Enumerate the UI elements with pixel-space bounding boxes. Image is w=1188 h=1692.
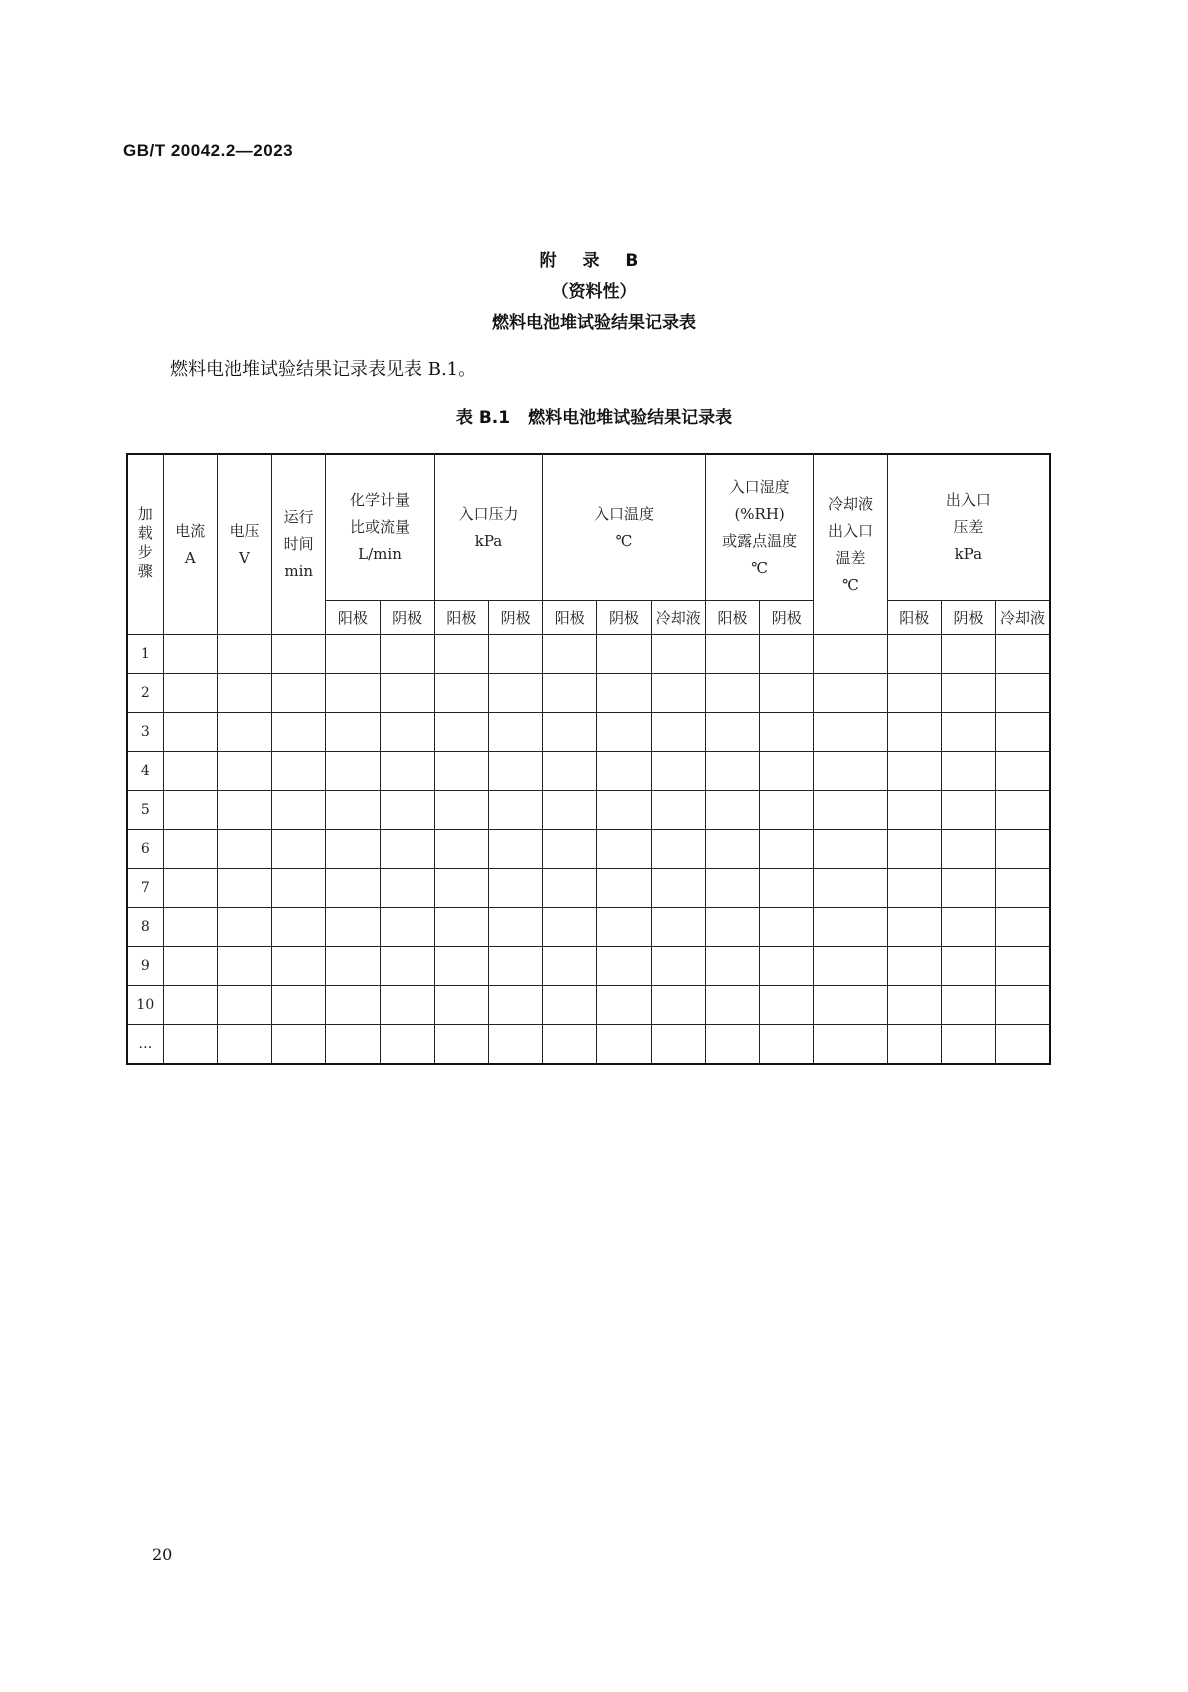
empty-data-cell bbox=[705, 986, 759, 1025]
empty-data-cell bbox=[163, 752, 217, 791]
empty-data-cell bbox=[651, 869, 705, 908]
empty-data-cell bbox=[651, 908, 705, 947]
header-step: 加载步骤 bbox=[127, 454, 163, 635]
subheader-humidity-cathode: 阴极 bbox=[760, 601, 814, 635]
empty-data-cell bbox=[217, 635, 271, 674]
standard-number: GB/T 20042.2—2023 bbox=[123, 141, 294, 160]
empty-data-cell bbox=[887, 674, 941, 713]
empty-data-cell bbox=[272, 1025, 326, 1065]
empty-data-cell bbox=[996, 947, 1050, 986]
empty-data-cell bbox=[760, 713, 814, 752]
table-body bbox=[127, 635, 1050, 1065]
empty-data-cell bbox=[163, 635, 217, 674]
empty-data-cell bbox=[597, 791, 651, 830]
empty-data-cell bbox=[543, 830, 597, 869]
appendix-label: 附 录 B bbox=[539, 251, 649, 271]
empty-data-cell bbox=[217, 713, 271, 752]
empty-data-cell bbox=[326, 752, 380, 791]
empty-data-cell bbox=[597, 908, 651, 947]
empty-data-cell bbox=[434, 635, 488, 674]
subheader-pressure-cathode: 阴极 bbox=[488, 601, 542, 635]
empty-data-cell bbox=[887, 713, 941, 752]
step-number-cell: 2 bbox=[127, 674, 163, 713]
subheader-temp-anode: 阳极 bbox=[543, 601, 597, 635]
empty-data-cell bbox=[941, 791, 995, 830]
header-inlet-humidity: 入口湿度 (%RH) 或露点温度 ℃ bbox=[705, 454, 813, 601]
empty-data-cell bbox=[651, 713, 705, 752]
empty-data-cell bbox=[488, 986, 542, 1025]
table-row bbox=[127, 791, 1050, 830]
empty-data-cell bbox=[434, 791, 488, 830]
empty-data-cell bbox=[272, 674, 326, 713]
table-row bbox=[127, 635, 1050, 674]
header-voltage: 电压 V bbox=[217, 454, 271, 635]
empty-data-cell bbox=[326, 869, 380, 908]
empty-data-cell bbox=[326, 986, 380, 1025]
intro-paragraph: 燃料电池堆试验结果记录表见表 B.1。 bbox=[170, 359, 477, 380]
empty-data-cell bbox=[380, 908, 434, 947]
empty-data-cell bbox=[760, 869, 814, 908]
table-row bbox=[127, 869, 1050, 908]
empty-data-cell bbox=[434, 869, 488, 908]
subheader-pdiff-cathode: 阴极 bbox=[941, 601, 995, 635]
header-run-time: 运行 时间 min bbox=[272, 454, 326, 635]
empty-data-cell bbox=[217, 908, 271, 947]
empty-data-cell bbox=[434, 1025, 488, 1065]
empty-data-cell bbox=[488, 1025, 542, 1065]
empty-data-cell bbox=[887, 908, 941, 947]
empty-data-cell bbox=[163, 791, 217, 830]
empty-data-cell bbox=[651, 791, 705, 830]
step-number-cell: 9 bbox=[127, 947, 163, 986]
empty-data-cell bbox=[760, 752, 814, 791]
empty-data-cell bbox=[543, 752, 597, 791]
empty-data-cell bbox=[163, 869, 217, 908]
empty-data-cell bbox=[543, 947, 597, 986]
empty-data-cell bbox=[941, 947, 995, 986]
empty-data-cell bbox=[217, 791, 271, 830]
empty-data-cell bbox=[760, 908, 814, 947]
empty-data-cell bbox=[887, 986, 941, 1025]
empty-data-cell bbox=[163, 947, 217, 986]
empty-data-cell bbox=[488, 830, 542, 869]
table-row bbox=[127, 674, 1050, 713]
empty-data-cell bbox=[217, 869, 271, 908]
empty-data-cell bbox=[217, 752, 271, 791]
empty-data-cell bbox=[814, 791, 887, 830]
results-record-table bbox=[126, 453, 1051, 1065]
empty-data-cell bbox=[543, 869, 597, 908]
empty-data-cell bbox=[705, 713, 759, 752]
empty-data-cell bbox=[543, 674, 597, 713]
empty-data-cell bbox=[163, 713, 217, 752]
subheader-humidity-anode: 阳极 bbox=[705, 601, 759, 635]
empty-data-cell bbox=[996, 635, 1050, 674]
table-title: 燃料电池堆试验结果记录表 bbox=[528, 408, 733, 428]
empty-data-cell bbox=[760, 635, 814, 674]
empty-data-cell bbox=[488, 947, 542, 986]
empty-data-cell bbox=[996, 752, 1050, 791]
empty-data-cell bbox=[163, 830, 217, 869]
header-pressure-diff: 出入口 压差 kPa bbox=[887, 454, 1050, 601]
table-number: 表 B.1 bbox=[455, 408, 511, 428]
empty-data-cell bbox=[326, 1025, 380, 1065]
empty-data-cell bbox=[326, 791, 380, 830]
empty-data-cell bbox=[814, 947, 887, 986]
table-row bbox=[127, 947, 1050, 986]
empty-data-cell bbox=[996, 713, 1050, 752]
empty-data-cell bbox=[380, 713, 434, 752]
empty-data-cell bbox=[217, 830, 271, 869]
step-number-cell: 6 bbox=[127, 830, 163, 869]
empty-data-cell bbox=[887, 752, 941, 791]
subheader-pdiff-anode: 阳极 bbox=[887, 601, 941, 635]
empty-data-cell bbox=[272, 908, 326, 947]
empty-data-cell bbox=[543, 713, 597, 752]
empty-data-cell bbox=[434, 830, 488, 869]
empty-data-cell bbox=[887, 635, 941, 674]
empty-data-cell bbox=[597, 869, 651, 908]
empty-data-cell bbox=[996, 908, 1050, 947]
empty-data-cell bbox=[217, 674, 271, 713]
empty-data-cell bbox=[543, 1025, 597, 1065]
empty-data-cell bbox=[488, 869, 542, 908]
empty-data-cell bbox=[651, 947, 705, 986]
empty-data-cell bbox=[814, 908, 887, 947]
empty-data-cell bbox=[996, 791, 1050, 830]
empty-data-cell bbox=[380, 947, 434, 986]
empty-data-cell bbox=[597, 986, 651, 1025]
empty-data-cell bbox=[651, 752, 705, 791]
table-row bbox=[127, 752, 1050, 791]
subheader-temp-cathode: 阴极 bbox=[597, 601, 651, 635]
empty-data-cell bbox=[651, 830, 705, 869]
header-coolant-temp-diff: 冷却液 出入口 温差 ℃ bbox=[814, 454, 887, 635]
empty-data-cell bbox=[326, 635, 380, 674]
empty-data-cell bbox=[814, 674, 887, 713]
header-inlet-temperature: 入口温度 ℃ bbox=[543, 454, 706, 601]
subheader-pdiff-coolant: 冷却液 bbox=[996, 601, 1050, 635]
empty-data-cell bbox=[996, 830, 1050, 869]
empty-data-cell bbox=[814, 635, 887, 674]
empty-data-cell bbox=[488, 752, 542, 791]
empty-data-cell bbox=[996, 986, 1050, 1025]
empty-data-cell bbox=[941, 830, 995, 869]
empty-data-cell bbox=[488, 908, 542, 947]
empty-data-cell bbox=[887, 1025, 941, 1065]
empty-data-cell bbox=[543, 986, 597, 1025]
empty-data-cell bbox=[326, 713, 380, 752]
step-number-cell: … bbox=[127, 1025, 163, 1065]
empty-data-cell bbox=[380, 869, 434, 908]
empty-data-cell bbox=[941, 713, 995, 752]
empty-data-cell bbox=[705, 869, 759, 908]
empty-data-cell bbox=[163, 1025, 217, 1065]
subheader-pressure-anode: 阳极 bbox=[434, 601, 488, 635]
empty-data-cell bbox=[326, 830, 380, 869]
empty-data-cell bbox=[272, 869, 326, 908]
empty-data-cell bbox=[217, 1025, 271, 1065]
empty-data-cell bbox=[272, 752, 326, 791]
empty-data-cell bbox=[814, 869, 887, 908]
appendix-title: 燃料电池堆试验结果记录表 bbox=[492, 313, 696, 333]
empty-data-cell bbox=[941, 986, 995, 1025]
table-row bbox=[127, 908, 1050, 947]
step-number-cell: 8 bbox=[127, 908, 163, 947]
empty-data-cell bbox=[597, 674, 651, 713]
empty-data-cell bbox=[488, 635, 542, 674]
empty-data-cell bbox=[597, 1025, 651, 1065]
empty-data-cell bbox=[597, 752, 651, 791]
empty-data-cell bbox=[434, 752, 488, 791]
empty-data-cell bbox=[887, 791, 941, 830]
subheader-flow-anode: 阳极 bbox=[326, 601, 380, 635]
empty-data-cell bbox=[272, 635, 326, 674]
empty-data-cell bbox=[887, 869, 941, 908]
empty-data-cell bbox=[705, 947, 759, 986]
empty-data-cell bbox=[760, 1025, 814, 1065]
empty-data-cell bbox=[814, 986, 887, 1025]
empty-data-cell bbox=[651, 674, 705, 713]
empty-data-cell bbox=[996, 1025, 1050, 1065]
header-current: 电流 A bbox=[163, 454, 217, 635]
empty-data-cell bbox=[597, 947, 651, 986]
empty-data-cell bbox=[380, 674, 434, 713]
table-caption bbox=[0, 403, 1188, 428]
empty-data-cell bbox=[488, 791, 542, 830]
empty-data-cell bbox=[705, 908, 759, 947]
empty-data-cell bbox=[434, 674, 488, 713]
table-row bbox=[127, 830, 1050, 869]
empty-data-cell bbox=[760, 986, 814, 1025]
empty-data-cell bbox=[163, 908, 217, 947]
empty-data-cell bbox=[434, 713, 488, 752]
empty-data-cell bbox=[380, 791, 434, 830]
empty-data-cell bbox=[488, 713, 542, 752]
empty-data-cell bbox=[941, 635, 995, 674]
empty-data-cell bbox=[705, 1025, 759, 1065]
empty-data-cell bbox=[705, 635, 759, 674]
empty-data-cell bbox=[597, 830, 651, 869]
empty-data-cell bbox=[543, 908, 597, 947]
empty-data-cell bbox=[434, 947, 488, 986]
empty-data-cell bbox=[705, 830, 759, 869]
empty-data-cell bbox=[941, 674, 995, 713]
empty-data-cell bbox=[887, 830, 941, 869]
page-number: 20 bbox=[152, 1545, 173, 1564]
empty-data-cell bbox=[814, 713, 887, 752]
empty-data-cell bbox=[887, 947, 941, 986]
subheader-flow-cathode: 阴极 bbox=[380, 601, 434, 635]
empty-data-cell bbox=[651, 635, 705, 674]
step-number-cell: 10 bbox=[127, 986, 163, 1025]
empty-data-cell bbox=[941, 869, 995, 908]
empty-data-cell bbox=[272, 830, 326, 869]
empty-data-cell bbox=[760, 947, 814, 986]
step-number-cell: 1 bbox=[127, 635, 163, 674]
table-row bbox=[127, 986, 1050, 1025]
empty-data-cell bbox=[272, 947, 326, 986]
empty-data-cell bbox=[941, 1025, 995, 1065]
empty-data-cell bbox=[434, 908, 488, 947]
step-number-cell: 5 bbox=[127, 791, 163, 830]
step-number-cell: 3 bbox=[127, 713, 163, 752]
empty-data-cell bbox=[597, 635, 651, 674]
empty-data-cell bbox=[163, 986, 217, 1025]
header-flow: 化学计量 比或流量 L/min bbox=[326, 454, 434, 601]
empty-data-cell bbox=[380, 635, 434, 674]
header-inlet-pressure: 入口压力 kPa bbox=[434, 454, 542, 601]
empty-data-cell bbox=[814, 752, 887, 791]
empty-data-cell bbox=[326, 674, 380, 713]
empty-data-cell bbox=[651, 986, 705, 1025]
empty-data-cell bbox=[705, 791, 759, 830]
empty-data-cell bbox=[705, 674, 759, 713]
step-number-cell: 7 bbox=[127, 869, 163, 908]
empty-data-cell bbox=[380, 1025, 434, 1065]
empty-data-cell bbox=[217, 947, 271, 986]
table-row bbox=[127, 713, 1050, 752]
subheader-temp-coolant: 冷却液 bbox=[651, 601, 705, 635]
empty-data-cell bbox=[597, 713, 651, 752]
empty-data-cell bbox=[941, 752, 995, 791]
empty-data-cell bbox=[543, 635, 597, 674]
empty-data-cell bbox=[326, 947, 380, 986]
empty-data-cell bbox=[380, 752, 434, 791]
empty-data-cell bbox=[543, 791, 597, 830]
empty-data-cell bbox=[996, 869, 1050, 908]
empty-data-cell bbox=[941, 908, 995, 947]
empty-data-cell bbox=[272, 713, 326, 752]
empty-data-cell bbox=[996, 674, 1050, 713]
empty-data-cell bbox=[380, 986, 434, 1025]
empty-data-cell bbox=[217, 986, 271, 1025]
empty-data-cell bbox=[760, 791, 814, 830]
empty-data-cell bbox=[272, 986, 326, 1025]
empty-data-cell bbox=[814, 1025, 887, 1065]
step-number-cell: 4 bbox=[127, 752, 163, 791]
empty-data-cell bbox=[760, 830, 814, 869]
empty-data-cell bbox=[326, 908, 380, 947]
empty-data-cell bbox=[705, 752, 759, 791]
empty-data-cell bbox=[488, 674, 542, 713]
empty-data-cell bbox=[434, 986, 488, 1025]
table-row bbox=[127, 1025, 1050, 1065]
empty-data-cell bbox=[814, 830, 887, 869]
empty-data-cell bbox=[380, 830, 434, 869]
appendix-type: （资料性） bbox=[551, 282, 637, 302]
empty-data-cell bbox=[760, 674, 814, 713]
empty-data-cell bbox=[651, 1025, 705, 1065]
empty-data-cell bbox=[163, 674, 217, 713]
empty-data-cell bbox=[272, 791, 326, 830]
